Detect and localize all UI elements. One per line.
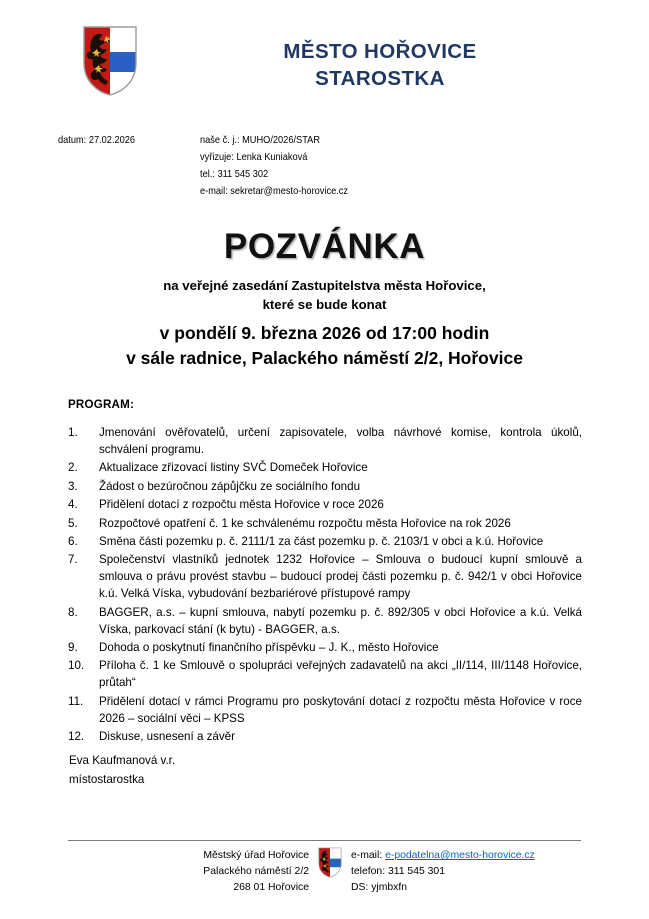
organization-title [190, 38, 570, 93]
footer-address [73, 847, 309, 895]
program-item [68, 658, 582, 692]
contact-email: e-mail: sekretar@mesto-horovice.cz [200, 185, 349, 197]
document-date: datum: 27.02.2026 [58, 134, 136, 146]
program-item [68, 552, 582, 603]
invitation-block [0, 228, 649, 370]
program-item-number: 2. [68, 461, 78, 475]
signatory-name: Eva Kaufmanová v.r. [69, 754, 176, 767]
program-item [68, 534, 582, 551]
program-item-number: 11. [68, 694, 84, 708]
horovice-coat-of-arms-icon [318, 847, 342, 878]
program-item [68, 425, 582, 459]
handled-by: vyřizuje: Lenka Kuniaková [200, 151, 308, 163]
invitation-when-line1: v pondělí 9. března 2026 od 17:00 hodin [159, 322, 490, 343]
program-item-number: 1. [68, 426, 78, 439]
invitation-when-line2: v sále radnice, Palackého náměstí 2/2, Hořovice [126, 347, 523, 368]
footer-divider [68, 840, 581, 841]
signature-block [69, 752, 175, 790]
program-list [68, 425, 582, 748]
program-item-text: Společenství vlastníků jednotek 1232 Hořovice – Smlouva o budoucí kupní smlouvě a smlouva o právu provést stavbu – budoucí prodej části pozemku p. č. 942/1 v obci Hořovice k.ú. Velká Víska, vybudování bezbariérové přístupové rampy [99, 553, 582, 601]
reference-number: naše č. j.: MUHO/2026/STAR [200, 134, 320, 146]
program-item-number: 8. [68, 605, 78, 619]
program-item-text: Směna části pozemku p. č. 2111/1 za část pozemku p. č. 2103/1 v obci a k.ú. Hořovice [99, 535, 544, 549]
program-item-text: Žádost o bezúročnou zápůjčku ze sociálního fondu [99, 479, 361, 493]
organization-name: MĚSTO HOŘOVICE [283, 40, 477, 63]
program-heading: PROGRAM: [68, 398, 135, 411]
program-item-text: Přidělení dotací v rámci Programu pro poskytování dotací z rozpočtu města Hořovice v roce 2026 – sociální věci – KPSS [99, 694, 582, 725]
program-item-text: Přidělení dotací z rozpočtu města Hořovice v roce 2026 [99, 498, 384, 512]
program-item-number: 5. [68, 516, 78, 530]
program-item [68, 460, 582, 477]
footer [68, 847, 581, 907]
contact-phone: tel.: 311 545 302 [200, 168, 269, 180]
footer-email-label: e-mail: [351, 850, 386, 861]
program-item-text: Aktualizace zřizovací listiny SVČ Domeček Hořovice [99, 461, 368, 475]
invitation-subtitle-line1: na veřejné zasedání Zastupitelstva města Hořovice, [163, 277, 486, 293]
program-item-number: 3. [68, 479, 78, 493]
footer-email-row [351, 848, 576, 864]
invitation-subtitle [0, 276, 649, 314]
program-item [68, 497, 582, 514]
organization-role: STAROSTKA [315, 67, 445, 91]
program-item [68, 640, 582, 657]
program-item-text: Příloha č. 1 ke Smlouvě o spolupráci veřejných zadavatelů na akci „II/114, III/1148 Hořovice, průtah“ [99, 659, 582, 690]
horovice-coat-of-arms-icon [82, 25, 138, 97]
program-item-text: BAGGER, a.s. – kupní smlouva, nabytí pozemku p. č. 892/305 v obci Hořovice a k.ú. Velká Víska, parkovací stání (k bytu) - BAGGER, a.s. [99, 605, 582, 636]
program-item-text: Rozpočtové opatření č. 1 ke schválenému rozpočtu města Hořovice na rok 2026 [99, 516, 511, 530]
footer-address-line1: Městský úřad Hořovice [203, 850, 309, 861]
program-item-number: 9. [68, 641, 78, 655]
program-item-number: 12. [68, 730, 85, 744]
footer-contacts [351, 847, 576, 895]
footer-phone: telefon: 311 545 301 [351, 865, 445, 877]
invitation-datetime [0, 321, 649, 371]
program-item-number: 6. [68, 535, 78, 549]
letterhead [0, 22, 649, 112]
program-item-text: Dohoda o poskytnutí finančního příspěvku – J. K., město Hořovice [99, 641, 439, 655]
invitation-title: POZVÁNKA [223, 227, 426, 266]
signatory-role: místostarostka [69, 772, 145, 786]
invitation-subtitle-line2: které se bude konat [262, 296, 387, 312]
program-item [68, 605, 582, 639]
program-item-number: 7. [68, 553, 78, 567]
program-item [68, 694, 582, 728]
program-item-text: Diskuse, usnesení a závěr [99, 730, 235, 744]
program-item [68, 729, 582, 746]
footer-email-link[interactable]: e-podatelna@mesto-horovice.cz [385, 850, 535, 861]
program-item-number: 10. [68, 659, 85, 673]
footer-address-line3: 268 01 Hořovice [233, 881, 309, 893]
footer-address-line2: Palackého náměstí 2/2 [203, 865, 309, 877]
footer-databox: DS: yjmbxfn [351, 881, 408, 893]
program-item [68, 516, 582, 533]
program-item [68, 479, 582, 496]
program-item-text: Jmenování ověřovatelů, určení zapisovatele, volba návrhové komise, kontrola úkolů, schválení programu. [99, 426, 582, 456]
program-item-number: 4. [68, 498, 78, 512]
correspondence-metadata [0, 132, 649, 202]
reference-details [200, 132, 500, 200]
